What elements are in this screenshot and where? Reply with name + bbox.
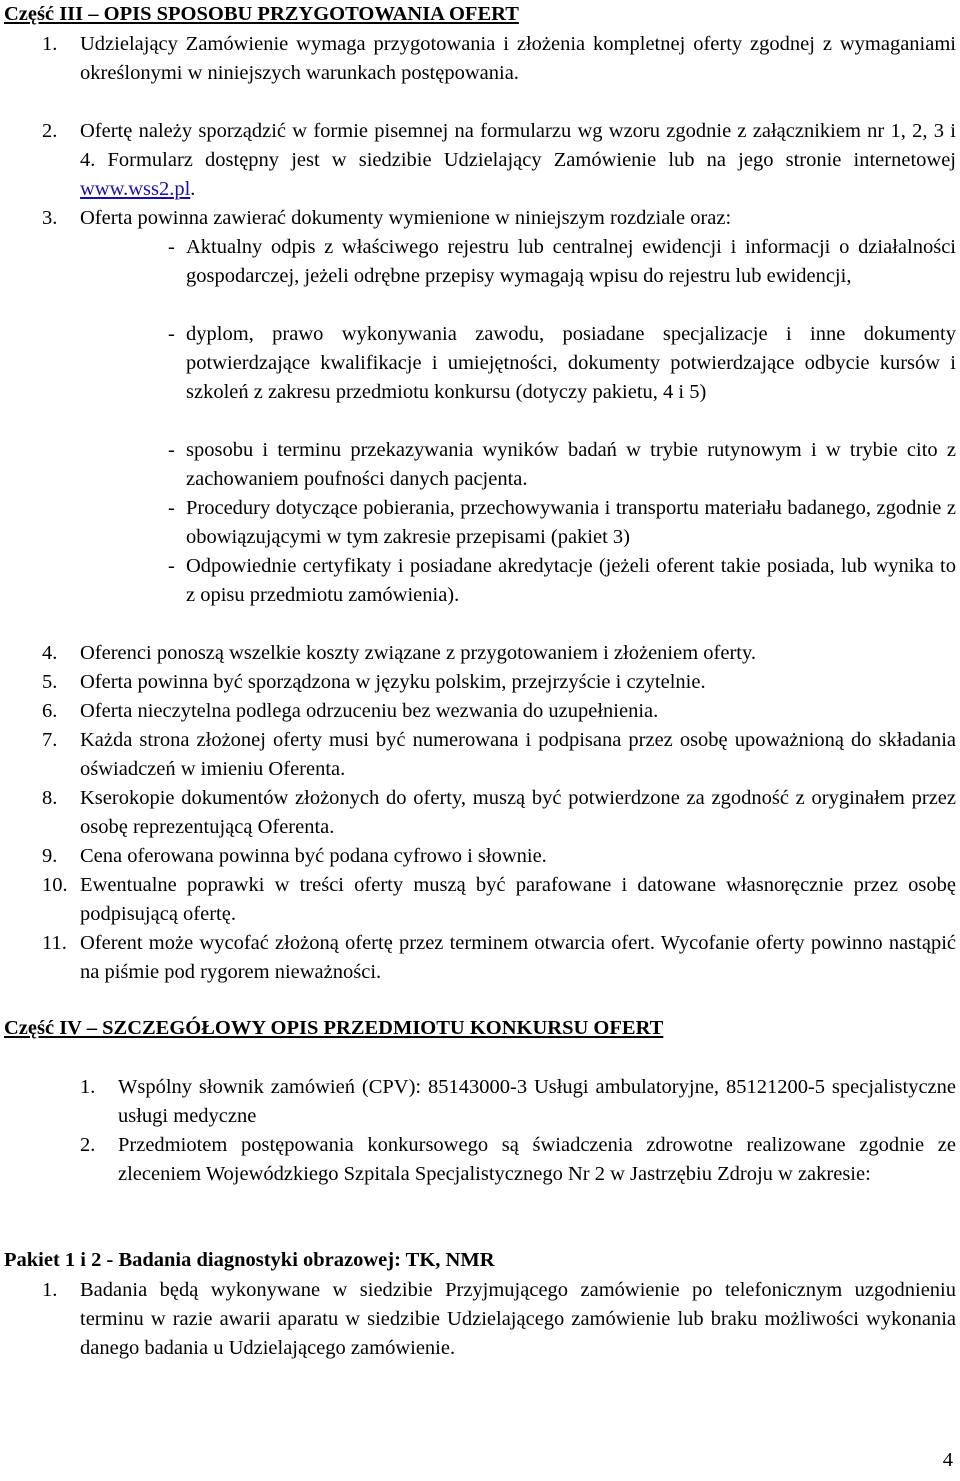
item-number: 10. <box>42 874 68 896</box>
item-text: Cena oferowana powinna być podana cyfrowo i słownie. <box>80 845 547 867</box>
dash-marker: - <box>168 497 175 519</box>
item-text: Oferenci ponoszą wszelkie koszty związane z przygotowaniem i złożeniem oferty. <box>80 642 757 664</box>
item-number: 8. <box>42 787 58 809</box>
list-item <box>42 842 956 871</box>
page-number: 4 <box>942 1449 953 1471</box>
dash-marker: - <box>168 323 175 345</box>
dash-marker: - <box>168 236 175 258</box>
item-text <box>80 117 956 204</box>
list-item <box>42 204 956 233</box>
website-link[interactable]: www.wss2.pl <box>80 178 191 200</box>
list-item <box>42 697 956 726</box>
item-number: 11. <box>42 932 67 954</box>
item-text: Przedmiotem postępowania konkursowego są świadczenia zdrowotne realizowane zgodnie ze zleceniem Wojewódzkiego Szpitala Specjalistycznego Nr 2 w Jastrzębiu Zdroju w zakresie: <box>118 1134 956 1185</box>
list-item <box>80 1131 956 1189</box>
item-text: Każda strona złożonej oferty musi być numerowana i podpisana przez osobę upoważnioną do składania oświadczeń w imieniu Oferenta. <box>80 729 956 780</box>
list-item <box>42 784 956 842</box>
dash-item <box>168 320 956 407</box>
section-4-heading: Część IV – SZCZEGÓŁOWY OPIS PRZEDMIOTU KONKURSU OFERT <box>4 1017 664 1039</box>
item-text: Udzielający Zamówienie wymaga przygotowania i złożenia kompletnej oferty zgodnej z wymaganiami określonymi w niniejszych warunkach postępowania. <box>80 33 956 84</box>
dash-text: sposobu i terminu przekazywania wyników badań w trybie rutynowym i w trybie cito z zachowaniem poufności danych pacjenta. <box>186 439 956 490</box>
dash-text: Aktualny odpis z właściwego rejestru lub centralnej ewidencji i informacji o działalności gospodarczej, jeżeli odrębne przepisy wymagają wpisu do rejestru lub ewidencji, <box>186 236 956 287</box>
dash-text: dyplom, prawo wykonywania zawodu, posiadane specjalizacje i inne dokumenty potwierdzające kwalifikacje i umiejętności, dokumenty potwierdzające odbycie kursów i szkoleń z zakresu przedmiotu konkursu (dotyczy pakietu, 4 i 5) <box>186 323 956 403</box>
dash-marker: - <box>168 555 175 577</box>
list-item <box>80 1073 956 1131</box>
item-text: Badania będą wykonywane w siedzibie Przyjmującego zamówienie po telefonicznym uzgodnieniu terminu w razie awarii aparatu w siedzibie Udzielającego zamówienie lub braku możliwości wykonania danego badania u Udzielającego zamówienie. <box>80 1279 956 1359</box>
item-text: Oferta powinna być sporządzona w języku polskim, przejrzyście i czytelnie. <box>80 671 706 693</box>
item-number: 6. <box>42 700 58 722</box>
dash-item <box>168 233 956 291</box>
item-text: Oferta nieczytelna podlega odrzuceniu bez wezwania do uzupełnienia. <box>80 700 659 722</box>
item-number: 2. <box>42 120 58 142</box>
item-text-end: . <box>190 178 196 200</box>
item-text: Wspólny słownik zamówień (CPV): 85143000-3 Usługi ambulatoryjne, 85121200-5 specjalistyczne usługi medyczne <box>118 1076 956 1127</box>
dash-marker: - <box>168 439 175 461</box>
item-text: Kserokopie dokumentów złożonych do oferty, muszą być potwierdzone za zgodność z oryginałem przez osobę reprezentującą Oferenta. <box>80 787 956 838</box>
list-item <box>42 639 956 668</box>
list-item <box>42 1276 956 1363</box>
item-number: 5. <box>42 671 58 693</box>
dash-item <box>168 436 956 494</box>
item-number: 2. <box>80 1134 96 1156</box>
dash-text: Procedury dotyczące pobierania, przechowywania i transportu materiału badanego, zgodnie z obowiązującymi w tym zakresie przepisami (pakiet 3) <box>186 497 956 548</box>
list-item <box>42 929 956 987</box>
section-3-heading: Część III – OPIS SPOSOBU PRZYGOTOWANIA OFERT <box>4 3 519 25</box>
pakiet-heading: Pakiet 1 i 2 - Badania diagnostyki obrazowej: TK, NMR <box>4 1249 495 1271</box>
item-text: Oferta powinna zawierać dokumenty wymienione w niniejszym rozdziale oraz: <box>80 207 732 229</box>
item-number: 4. <box>42 642 58 664</box>
list-item <box>42 726 956 784</box>
item-text: Oferent może wycofać złożoną ofertę przez terminem otwarcia ofert. Wycofanie oferty powinno nastąpić na piśmie pod rygorem nieważności. <box>80 932 956 983</box>
dash-item <box>168 552 956 610</box>
item-text: Ewentualne poprawki w treści oferty muszą być parafowane i datowane własnoręcznie przez osobę podpisującą ofertę. <box>80 874 956 925</box>
dash-text: Odpowiednie certyfikaty i posiadane akredytacje (jeżeli oferent takie posiada, lub wynika to z opisu przedmiotu zamówienia). <box>186 555 956 606</box>
dash-item <box>168 494 956 552</box>
item-number: 1. <box>42 1279 58 1301</box>
item-number: 3. <box>42 207 58 229</box>
item-number: 9. <box>42 845 58 867</box>
item-text-body: Ofertę należy sporządzić w formie pisemnej na formularzu wg wzoru zgodnie z załącznikiem nr 1, 2, 3 i 4. Formularz dostępny jest w siedzibie Udzielający Zamówienie lub na jego stronie internetowej <box>80 120 956 171</box>
item-number: 7. <box>42 729 58 751</box>
list-item <box>42 30 956 88</box>
list-item <box>42 871 956 929</box>
list-item <box>42 117 956 204</box>
item-number: 1. <box>80 1076 96 1098</box>
item-number: 1. <box>42 33 58 55</box>
list-item <box>42 668 956 697</box>
